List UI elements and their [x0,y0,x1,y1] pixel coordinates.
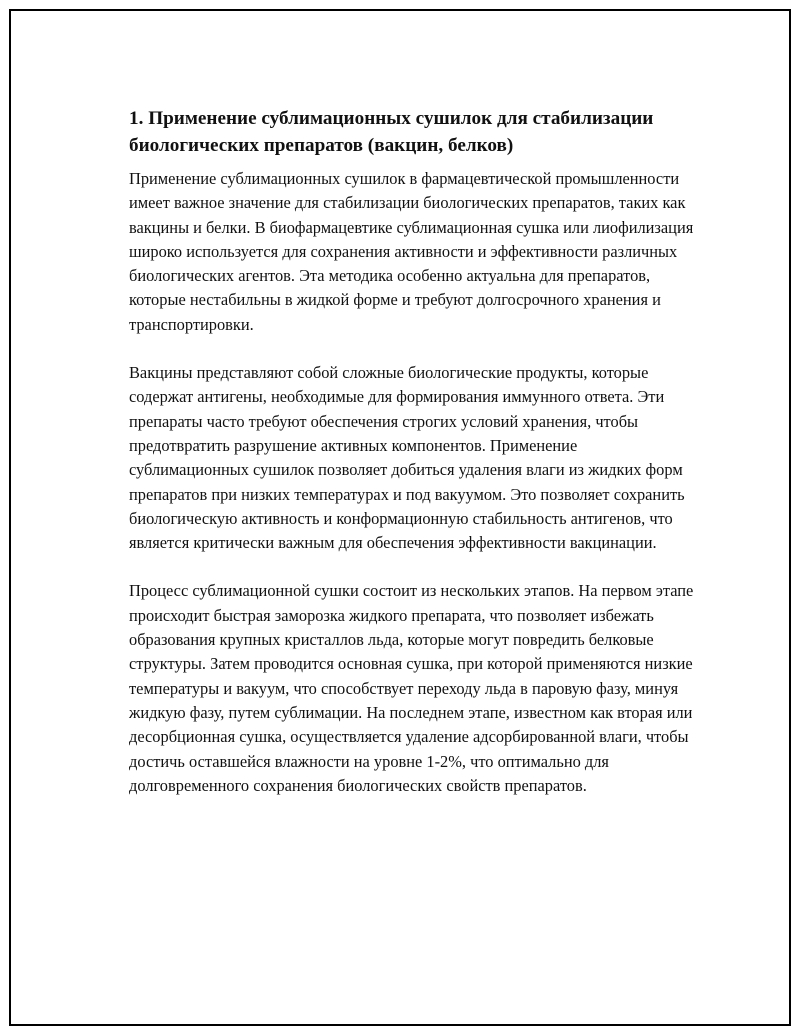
paragraph-vaccines: Вакцины представляют собой сложные биологические продукты, которые содержат антигены, необходимые для формирования иммунного ответа. Эти препараты часто требуют обеспечения строгих условий хранения, чтобы предотвратить разрушение активных компонентов. Применение сублимационных сушилок позволяет добиться удаления влаги из жидких форм препаратов при низких температурах и под вакуумом. Это позволяет сохранить биологическую активность и конформационную стабильность антигенов, что является критически важным для обеспечения эффективности вакцинации. [129,363,685,553]
document-body [129,105,695,798]
page-frame [9,9,791,1026]
paragraph-process: Процесс сублимационной сушки состоит из нескольких этапов. На первом этапе происходит быстрая заморозка жидкого препарата, что позволяет избежать образования крупных кристаллов льда, которые могут повредить белковые структуры. Затем проводится основная сушка, при которой применяются низкие температуры и вакуум, что способствует переходу льда в паровую фазу, минуя жидкую фазу, путем сублимации. На последнем этапе, известном как вторая или десорбционная сушка, осуществляется удаление адсорбированной влаги, чтобы достичь оставшейся влажности на уровне 1-2%, что оптимально для долговременного сохранения биологических свойств препаратов. [129,581,694,795]
paragraph-intro: Применение сублимационных сушилок в фармацевтической промышленности имеет важное значение для стабилизации биологических препаратов, таких как вакцины и белки. В биофармацевтике сублимационная сушка или лиофилизация широко используется для сохранения активности и эффективности различных биологических агентов. Эта методика особенно актуальна для препаратов, которые нестабильны в жидкой форме и требуют долгосрочного хранения и транспортировки. [129,169,694,334]
section-heading: 1. Применение сублимационных сушилок для стабилизации биологических препаратов (вакцин, белков) [129,108,654,156]
